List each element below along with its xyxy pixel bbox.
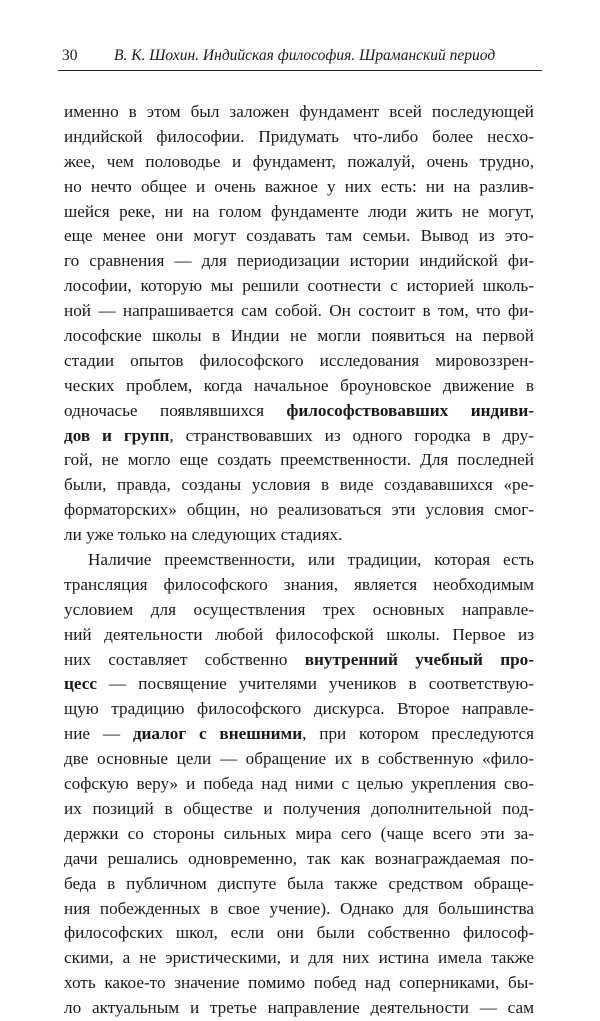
paragraph [64, 548, 534, 1021]
text-line: го сравнения — для периодизации истории индийской фи- [64, 251, 534, 271]
text-line: цесс — посвящение учителями учеников в соответствую- [64, 674, 534, 694]
text-line: лософии, которую мы решили соотнести с историей школь- [64, 276, 534, 296]
text-line: беда в публичном диспуте была также средством обраще- [64, 873, 534, 893]
text-line: софскую веру» и победа над ними с целью укрепления сво- [64, 774, 534, 794]
text-line: стадии опытов философского исследования мировоззрен- [64, 350, 534, 370]
text-line: форматорских» общин, но реализоваться эти условия смог- [64, 500, 534, 520]
text-line: шейся реке, ни на голом фундаменте люди жить не могут, [64, 201, 534, 221]
text-line: ло актуальным и третье направление деятельности — сам [64, 998, 534, 1018]
text-line: две основные цели — обращение их в собственную «фило- [64, 749, 534, 769]
paragraph [64, 100, 534, 548]
text-line: ли уже только на следующих стадиях. [64, 525, 343, 545]
text-line: гой, не могло еще создать преемственности. Для последней [64, 450, 534, 470]
text-line: дачи решались одновременно, так как вознаграждаемая по- [64, 848, 534, 868]
text-line: были, правда, созданы условия в виде создававшихся «ре- [64, 475, 534, 495]
text-line: индийской философии. Придумать что-либо более несхо- [64, 126, 534, 146]
text-line: философских школ, если они были собственно философ- [64, 923, 534, 943]
text-line: их позиций в обществе и получения дополнительной под- [64, 798, 534, 818]
page-number: 30 [62, 47, 78, 64]
text-line: ной — напрашивается сам собой. Он состоит в том, что фи- [64, 301, 534, 321]
text-line: них составляет собственно внутренний учебный про- [64, 649, 534, 669]
text-line: скими, а не эристическими, и для них истина имела также [64, 948, 534, 968]
text-line: но нечто общее и очень важное у них есть: ни на разлив- [64, 176, 534, 196]
running-title: В. К. Шохин. Индийская философия. Шраманский период [114, 47, 496, 64]
text-line: хоть какое-то значение помимо побед над соперниками, бы- [64, 973, 534, 993]
text-line: именно в этом был заложен фундамент всей последующей [64, 102, 534, 121]
header-rule [58, 70, 542, 71]
text-line: Наличие преемственности, или традиции, которая есть [88, 550, 534, 570]
text-line: ние — диалог с внешними, при котором преследуются [64, 724, 534, 744]
text-line: дов и групп, странствовавших из одного городка в дру- [64, 425, 534, 445]
text-line: лософские школы в Индии не могли появиться на первой [64, 326, 534, 346]
text-line: условием для осуществления трех основных направле- [64, 599, 534, 619]
text-line: держки со стороны сильных мира сего (чаще всего эти за- [64, 823, 534, 843]
body-text [64, 100, 534, 1021]
text-line: ний деятельности любой философской школы. Первое из [64, 624, 534, 644]
text-line: ческих проблем, когда начальное броуновское движение в [64, 375, 534, 395]
text-line: ния побежденных в свое учение). Однако для большинства [64, 898, 534, 918]
text-line: щую традицию философского дискурса. Второе направле- [64, 699, 534, 719]
text-line: трансляция философского знания, является необходимым [64, 574, 534, 594]
text-line: жее, чем половодье и фундамент, пожалуй, очень трудно, [64, 151, 534, 171]
text-line: еще менее они могут создавать там семьи. Вывод из это- [64, 226, 534, 246]
text-line: одночасье появлявшихся философствовавших индиви- [64, 400, 535, 420]
